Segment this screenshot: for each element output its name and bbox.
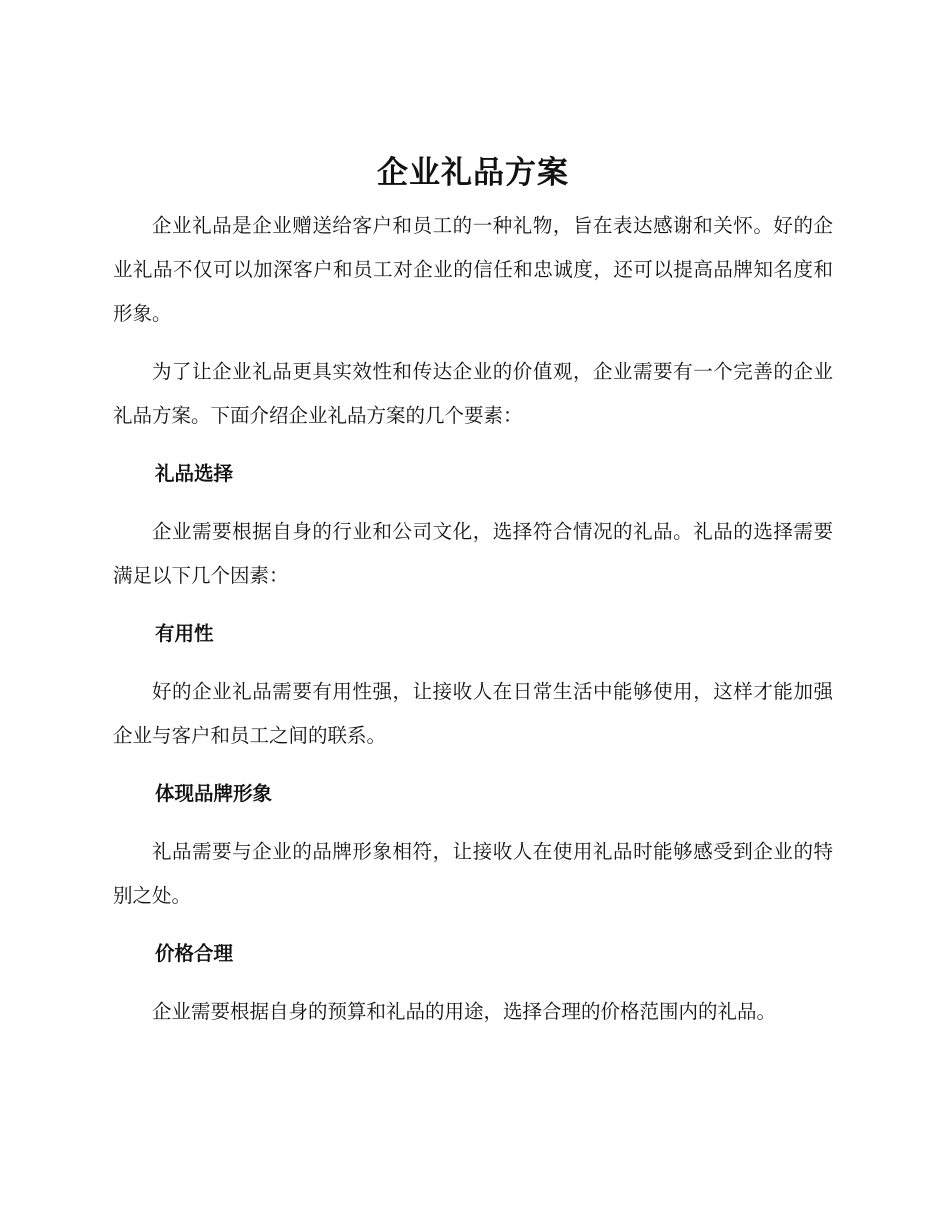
section-heading-reasonable-price: 价格合理 <box>155 942 234 965</box>
document-title: 企业礼品方案 <box>377 155 569 191</box>
section-heading-brand-image: 体现品牌形象 <box>155 782 273 805</box>
section-body-reasonable-price: 企业需要根据自身的预算和礼品的用途，选择合理的价格范围内的礼品。 <box>152 1000 777 1023</box>
section-body-brand-image: 礼品需要与企业的品牌形象相符，让接收人在使用礼品时能够感受到企业的特别之处。 <box>113 840 833 907</box>
document-body <box>113 146 833 1048</box>
section-body-usefulness: 好的企业礼品需要有用性强，让接收人在日常生活中能够使用，这样才能加强企业与客户和员工之间的联系。 <box>113 680 833 747</box>
section-heading-usefulness: 有用性 <box>155 622 214 645</box>
intro-paragraph-1: 企业礼品是企业赠送给客户和员工的一种礼物，旨在表达感谢和关怀。好的企业礼品不仅可以加深客户和员工对企业的信任和忠诚度，还可以提高品牌知名度和形象。 <box>113 214 833 325</box>
section-heading-gift-selection: 礼品选择 <box>155 462 234 485</box>
intro-paragraph-2: 为了让企业礼品更具实效性和传达企业的价值观，企业需要有一个完善的企业礼品方案。下面介绍企业礼品方案的几个要素： <box>113 360 833 427</box>
section-body-gift-selection: 企业需要根据自身的行业和公司文化，选择符合情况的礼品。礼品的选择需要满足以下几个因素： <box>113 520 833 587</box>
